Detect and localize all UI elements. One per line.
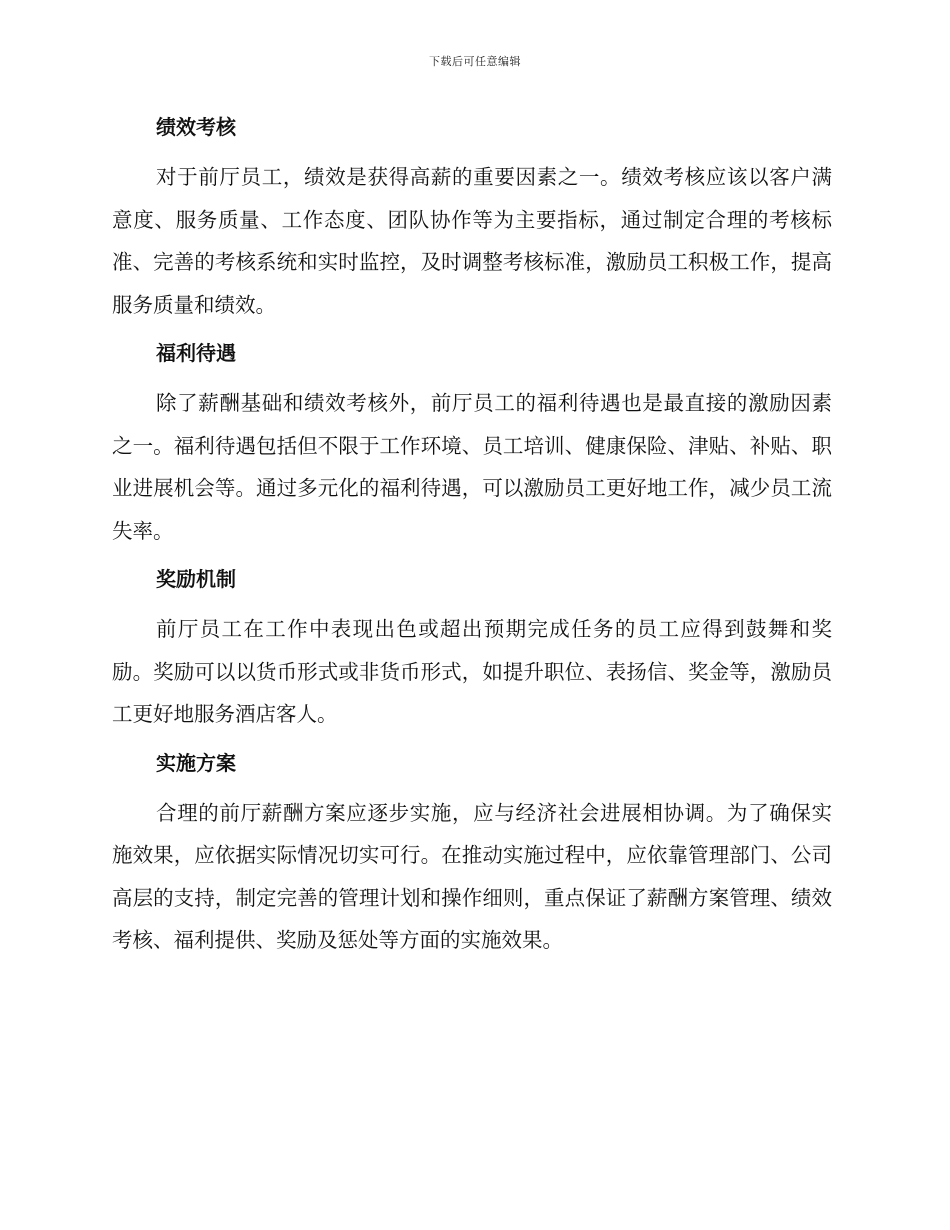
section-heading: 福利待遇 (156, 341, 236, 365)
section-heading: 实施方案 (156, 750, 236, 775)
section-paragraph: 合理的前厅薪酬方案应逐步实施，应与经济社会进展相协调。为了确保实施效果，应依据实际情况切实可行。在推动实施过程中，应依靠管理部门、公司高层的支持，制定完善的管理计划和操作细则，重点保证了薪酬方案管理、绩效考核、福利提供、奖励及惩处等方面的实施效果。 (112, 800, 832, 952)
section-paragraph: 对于前厅员工，绩效是获得高薪的重要因素之一。绩效考核应该以客户满意度、服务质量、工作态度、团队协作等为主要指标，通过制定合理的考核标准、完善的考核系统和实时监控，及时调整考核标准，激励员工积极工作，提高服务质量和绩效。 (112, 165, 832, 317)
section-benefits (112, 334, 832, 552)
section-performance (112, 108, 832, 326)
section-heading: 奖励机制 (156, 567, 236, 591)
section-implementation (112, 744, 832, 962)
section-rewards (112, 560, 832, 736)
section-paragraph: 前厅员工在工作中表现出色或超出预期完成任务的员工应得到鼓舞和奖励。奖励可以以货币形式或非货币形式，如提升职位、表扬信、奖金等，激励员工更好地服务酒店客人。 (112, 617, 832, 726)
header-note: 下载后可任意编辑 (429, 55, 521, 68)
section-paragraph: 除了薪酬基础和绩效考核外，前厅员工的福利待遇也是最直接的激励因素之一。福利待遇包括但不限于工作环境、员工培训、健康保险、津贴、补贴、职业进展机会等。通过多元化的福利待遇，可以激励员工更好地工作，减少员工流失率。 (112, 391, 832, 543)
section-heading: 绩效考核 (156, 115, 236, 139)
document-content (112, 108, 832, 970)
